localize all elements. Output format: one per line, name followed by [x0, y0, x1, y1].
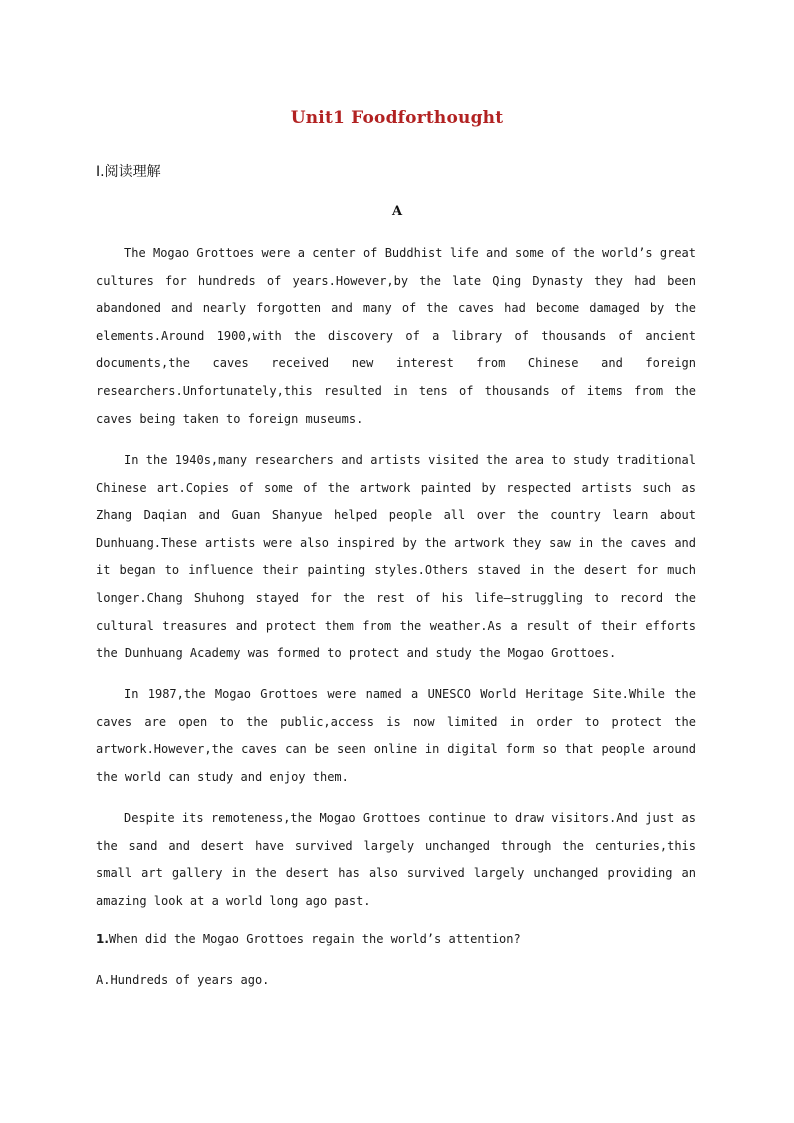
passage-label: A	[391, 204, 403, 219]
question-number: 1.	[96, 932, 109, 946]
passage-paragraph-1: The Mogao Grottoes were a center of Buddhist life and some of the world’s great cultures for hundreds of years.However,by the late Qing Dynasty they had been abandoned and nearly forgotten and many of the caves had become damaged by the elements.Around 1900,with the discovery of a library of thousands of ancient documents,the caves received new interest from Chinese and foreign researchers.Unfortunately,this resulted in tens of thousands of items from the caves being taken to foreign museums.	[96, 246, 696, 426]
passage-paragraph-2: In the 1940s,many researchers and artists visited the area to study traditional Chinese art.Copies of some of the artwork painted by respected artists such as Zhang Daqian and Guan Shanyue helped people all over the country learn about Dunhuang.These artists were also inspired by the artwork they saw in the caves and it began to influence their painting styles.Others staved in the desert for much longer.Chang Shuhong stayed for the rest of his life—struggling to record the cultural treasures and protect them from the weather.As a result of their efforts the Dunhuang Academy was formed to protect and study the Mogao Grottoes.	[96, 453, 696, 661]
question-1	[96, 932, 696, 946]
page-title: Unit1 Foodforthought	[290, 108, 504, 128]
question-option-a: A.Hundreds of years ago.	[96, 973, 270, 987]
question-text: When did the Mogao Grottoes regain the world’s attention?	[108, 932, 521, 946]
section-heading: Ⅰ.阅读理解	[96, 164, 161, 180]
passage-paragraph-3: In 1987,the Mogao Grottoes were named a UNESCO World Heritage Site.While the caves are open to the public,access is now limited in order to protect the artwork.However,the caves can be seen online in digital form so that people around the world can study and enjoy them.	[96, 687, 696, 784]
passage-paragraph-4: Despite its remoteness,the Mogao Grottoes continue to draw visitors.And just as the sand and desert have survived largely unchanged through the centuries,this small art gallery in the desert has also survived largely unchanged providing an amazing look at a world long ago past.	[96, 811, 696, 908]
